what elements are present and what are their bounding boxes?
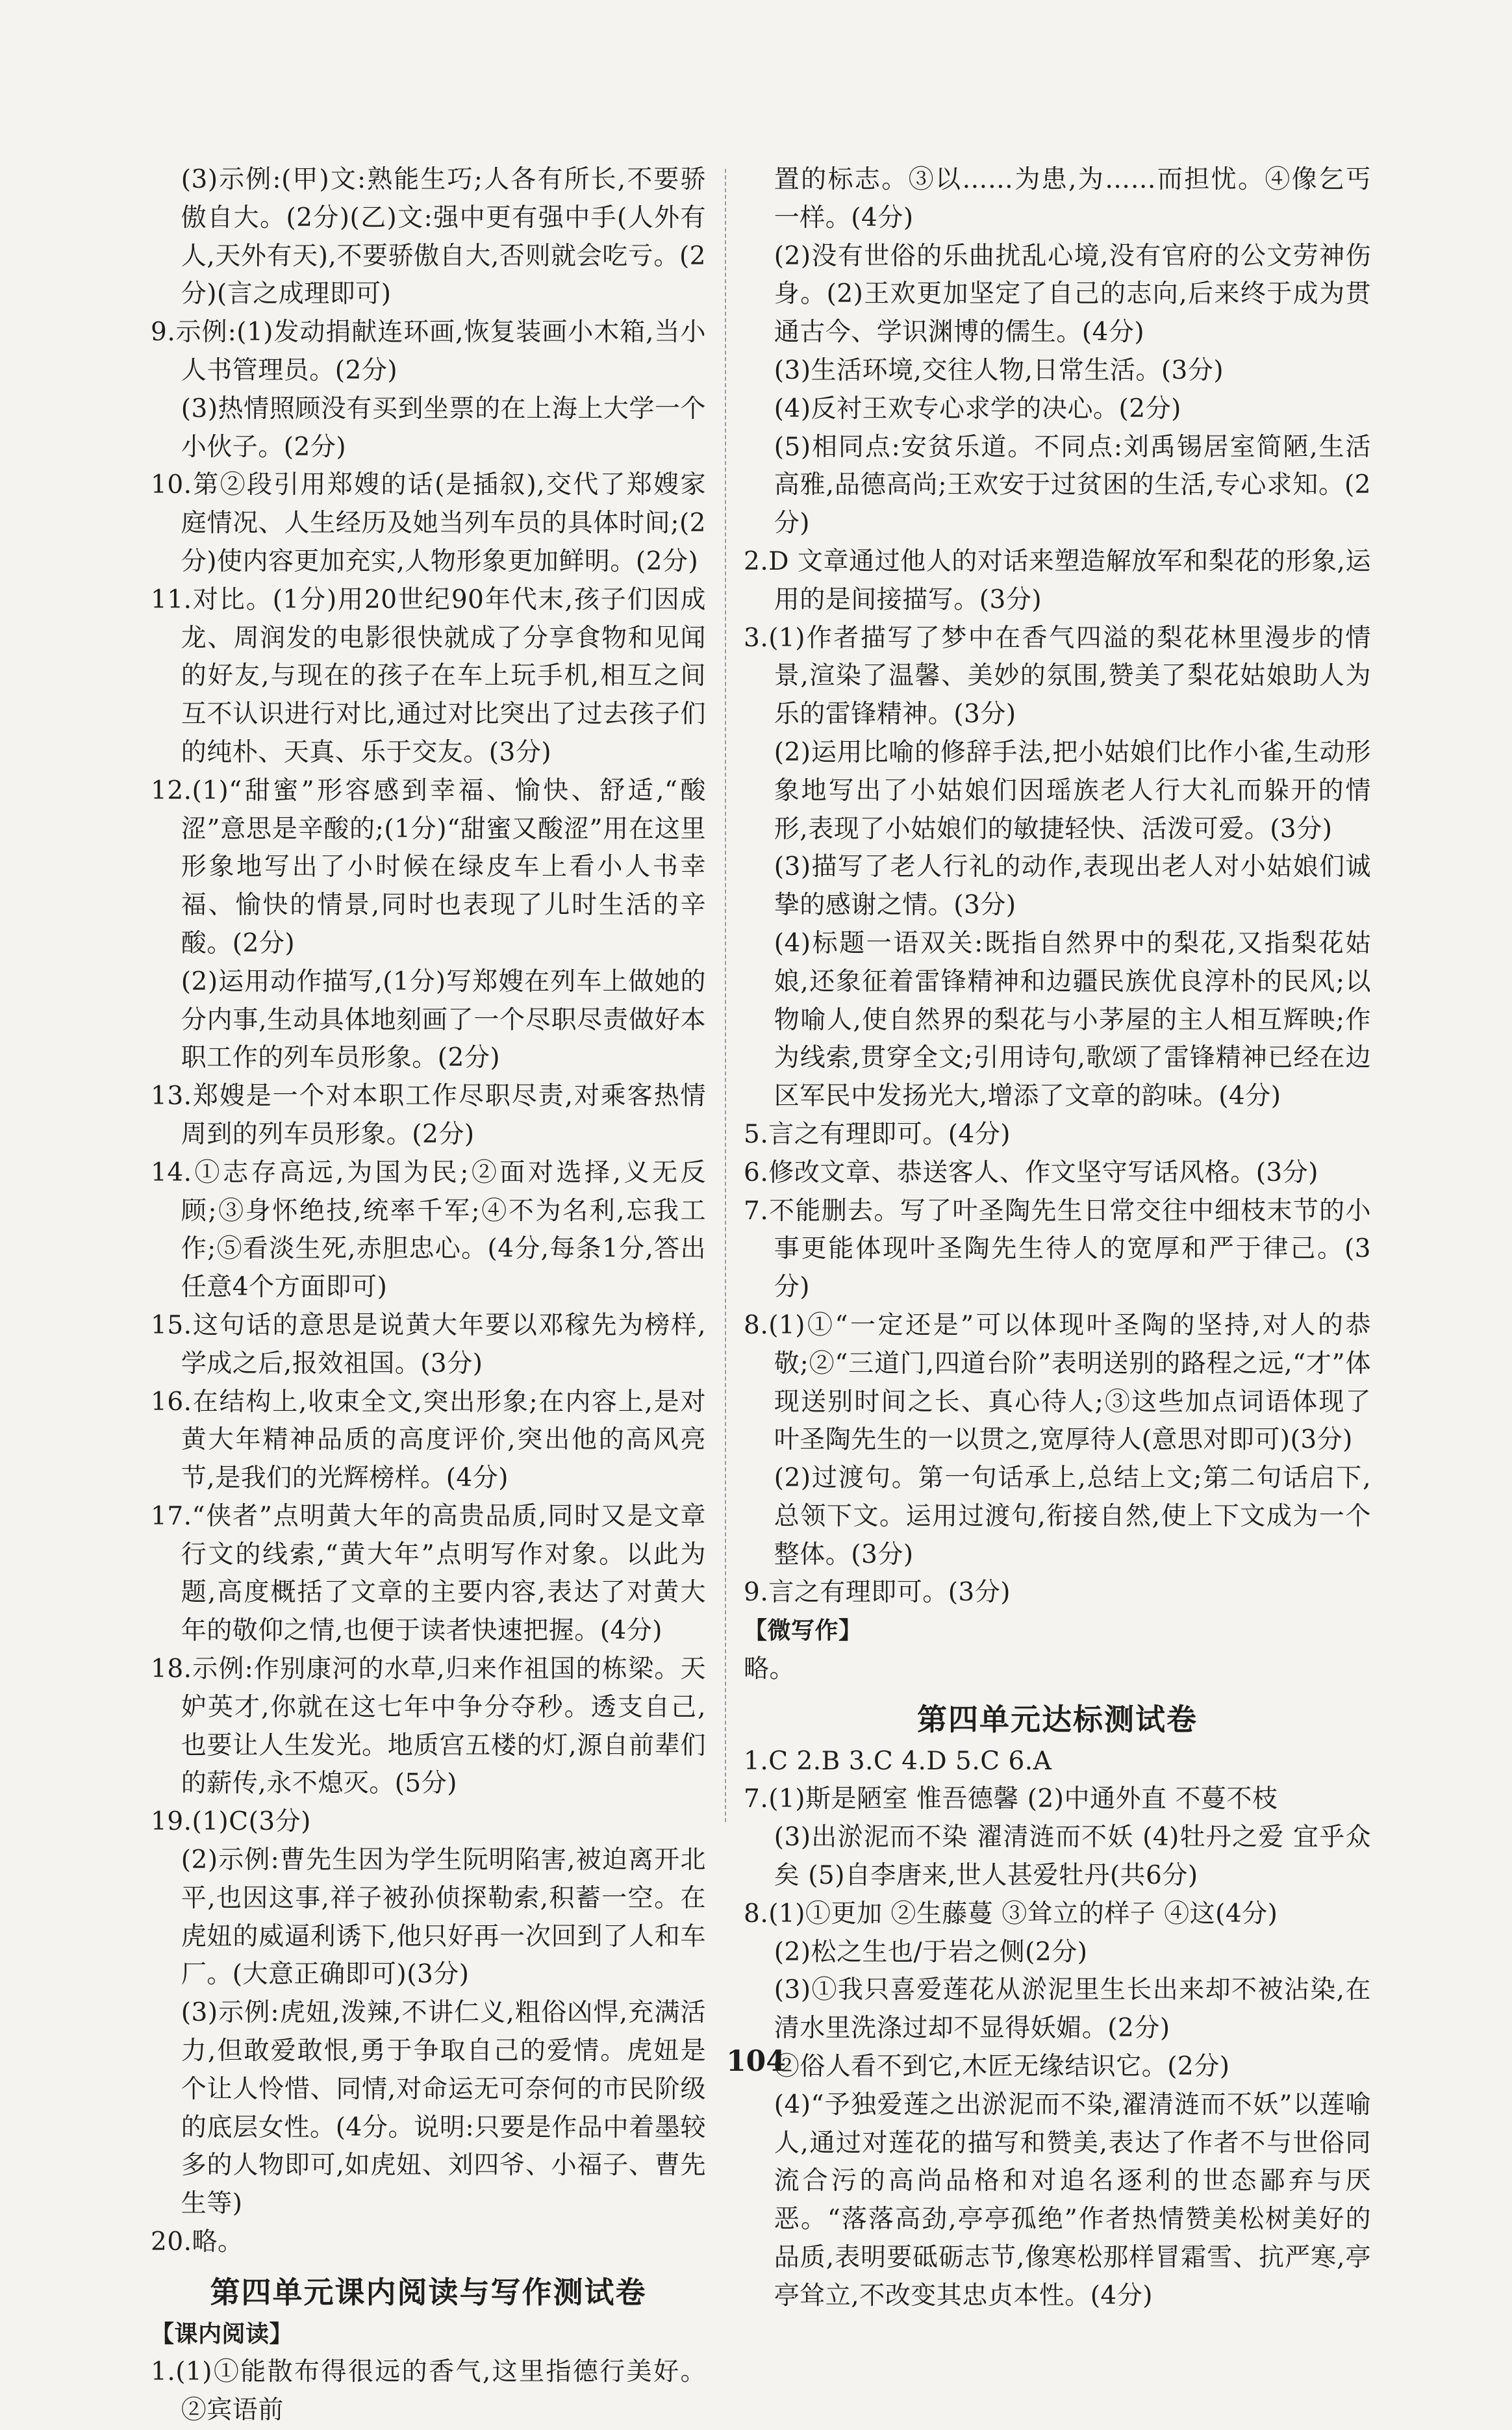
answer-item: (2)过渡句。第一句话承上,总结上文;第二句话启下,总领下文。运用过渡句,衔接自然,使上下文成为一个整体。(3分) (774, 1463, 1371, 1569)
section-tag: 【课内阅读】 (151, 2320, 294, 2348)
answer-item: 置的标志。③以……为患,为……而担忧。④像乞丐一样。(4分) (774, 165, 1371, 233)
answer-item: 2.D 文章通过他人的对话来塑造解放军和梨花的形象,运用的是间接描写。(3分) (744, 546, 1371, 614)
answer-item: 8.(1)①更加 ②生藤蔓 ③耸立的样子 ④这(4分) (744, 1899, 1278, 1929)
answer-item: 1.C 2.B 3.C 4.D 5.C 6.A (744, 1746, 1052, 1776)
answer-item: 19.(1)C(3分) (151, 1807, 311, 1837)
answer-item: 16.在结构上,收束全文,突出形象;在内容上,是对黄大年精神品质的高度评价,突出他的高风亮节,是我们的光辉榜样。(4分) (151, 1387, 706, 1493)
answer-item: (2)松之生也/于岩之侧(2分) (774, 1937, 1088, 1967)
section-tag: 【微写作】 (744, 1617, 863, 1645)
answer-item: 18.示例:作别康河的水草,归来作祖国的栋梁。天妒英才,你就在这七年中争分夺秒。透支自己,也要让人生发光。地质宫五楼的灯,源自前辈们的薪传,永不熄灭。(5分) (151, 1654, 706, 1799)
answer-item: (3)描写了老人行礼的动作,表现出老人对小姑娘们诚挚的感谢之情。(3分) (774, 852, 1371, 920)
answer-item: 10.第②段引用郑嫂的话(是插叙),交代了郑嫂家庭情况、人生经历及她当列车员的具体时间;(2分)使内容更加充实,人物形象更加鲜明。(2分) (151, 470, 706, 576)
section-heading: 第四单元达标测试卷 (917, 1701, 1198, 1737)
answer-item: 9.言之有理即可。(3分) (744, 1578, 1011, 1608)
right-column (744, 161, 1371, 2316)
answer-item: 20.略。 (151, 2227, 244, 2257)
page-number: 104 (726, 2045, 786, 2078)
answer-item: ②俗人看不到它,木匠无缘结识它。(2分) (774, 2052, 1230, 2082)
answer-item: (2)运用比喻的修辞手法,把小姑娘们比作小雀,生动形象地写出了小姑娘们因瑶族老人行大礼而躲开的情形,表现了小姑娘们的敏捷轻快、活泼可爱。(3分) (774, 737, 1371, 844)
answer-item: 1.(1)①能散布得很远的香气,这里指德行美好。②宾语前 (151, 2357, 706, 2425)
answer-item: (3)出淤泥而不染 濯清涟而不妖 (4)牡丹之爱 宜乎众矣 (5)自李唐来,世人甚爱牡丹(共6分) (774, 1823, 1371, 1891)
answer-item: 5.言之有理即可。(4分) (744, 1119, 1011, 1149)
answer-item: 9.示例:(1)发动捐献连环画,恢复装画小木箱,当小人书管理员。(2分) (151, 318, 706, 385)
answer-item: 6.修改文章、恭送客人、作文坚守写话风格。(3分) (744, 1158, 1318, 1187)
answer-item: (5)相同点:安贫乐道。不同点:刘禹锡居室简陋,生活高雅,品德高尚;王欢安于过贫困的生活,专心求知。(2分) (774, 432, 1371, 538)
answer-item: (2)没有世俗的乐曲扰乱心境,没有官府的公文劳神伤身。(2)王欢更加坚定了自己的志向,后来终于成为贯通古今、学识渊博的儒生。(4分) (774, 241, 1371, 348)
answer-item: (4)标题一语双关:既指自然界中的梨花,又指梨花姑娘,还象征着雷锋精神和边疆民族优良淳朴的民风;以物喻人,使自然界的梨花与小茅屋的主人相互辉映;作为线索,贯穿全文;引用诗句,歌颂了雷锋精神已经在边区军民中发扬光大,增添了文章的韵味。(4分) (774, 928, 1371, 1111)
answer-item: (3)示例:(甲)文:熟能生巧;人各有所长,不要骄傲自大。(2分)(乙)文:强中更有强中手(人外有人,天外有天),不要骄傲自大,否则就会吃亏。(2分)(言之成理即可) (181, 165, 706, 309)
answer-item: 11.对比。(1分)用20世纪90年代末,孩子们因成龙、周润发的电影很快就成了分享食物和见闻的好友,与现在的孩子在车上玩手机,相互之间互不认识进行对比,通过对比突出了过去孩子们的纯朴、天真、乐于交友。(3分) (151, 585, 706, 767)
answer-item: (3)①我只喜爱莲花从淤泥里生长出来却不被沾染,在清水里洗涤过却不显得妖媚。(2分) (774, 1975, 1371, 2044)
answer-item: 14.①志存高远,为国为民;②面对选择,义无反顾;③身怀绝技,统率千军;④不为名利,忘我工作;⑤看淡生死,赤胆忠心。(4分,每条1分,答出任意4个方面即可) (151, 1158, 706, 1302)
answer-item: (3)生活环境,交往人物,日常生活。(3分) (774, 355, 1224, 385)
answer-item: (4)“予独爱莲之出淤泥而不染,濯清涟而不妖”以莲喻人,通过对莲花的描写和赞美,表达了作者不与世俗同流合污的高尚品格和对追名逐利的世态鄙弃与厌恶。“落落高劲,亭亭孤绝”作者热情赞美松树美好的品质,表明要砥砺志节,像寒松那样冒霜雪、抗严寒,亭亭耸立,不改变其忠贞本性。(4分) (774, 2090, 1371, 2310)
answer-item: (2)运用动作描写,(1分)写郑嫂在列车上做她的分内事,生动具体地刻画了一个尽职尽责做好本职工作的列车员形象。(2分) (181, 967, 706, 1073)
left-column (151, 161, 706, 2430)
answer-item: (3)示例:虎妞,泼辣,不讲仁义,粗俗凶悍,充满活力,但敢爱敢恨,勇于争取自己的爱情。虎妞是个让人怜惜、同情,对命运无可奈何的市民阶级的底层女性。(4分。说明:只要是作品中着墨较多的人物即可,如虎妞、刘四爷、小福子、曹先生等) (181, 1998, 706, 2219)
answer-item: 17.“侠者”点明黄大年的高贵品质,同时又是文章行文的线索,“黄大年”点明写作对象。以此为题,高度概括了文章的主要内容,表达了对黄大年的敬仰之情,也便于读者快速把握。(4分) (151, 1501, 706, 1646)
answer-item: (4)反衬王欢专心求学的决心。(2分) (774, 394, 1181, 424)
answer-item: 7.不能删去。写了叶圣陶先生日常交往中细枝末节的小事更能体现叶圣陶先生待人的宽厚和严于律己。(3分) (744, 1196, 1371, 1302)
answer-item: (2)示例:曹先生因为学生阮明陷害,被迫离开北平,也因这事,祥子被孙侦探勒索,积蓄一空。在虎妞的威逼利诱下,他只好再一次回到了人和车厂。(大意正确即可)(3分) (181, 1845, 706, 1990)
answer-item: 3.(1)作者描写了梦中在香气四溢的梨花林里漫步的情景,渲染了温馨、美妙的氛围,赞美了梨花姑娘助人为乐的雷锋精神。(3分) (744, 623, 1371, 729)
answer-item: (3)热情照顾没有买到坐票的在上海上大学一个小伙子。(2分) (181, 394, 706, 462)
answer-item: 12.(1)“甜蜜”形容感到幸福、愉快、舒适,“酸涩”意思是辛酸的;(1分)“甜蜜又酸涩”用在这里形象地写出了小时候在绿皮车上看小人书幸福、愉快的情景,同时也表现了儿时生活的辛酸。(2分) (151, 776, 706, 958)
answer-item: 8.(1)①“一定还是”可以体现叶圣陶的坚持,对人的恭敬;②“三道门,四道台阶”表明送别的路程之远,“才”体现送别时间之长、真心待人;③这些加点词语体现了叶圣陶先生的一以贯之,宽厚待人(意思对即可)(3分) (744, 1310, 1371, 1455)
section-heading: 第四单元课内阅读与写作测试卷 (210, 2274, 647, 2310)
answer-item: 13.郑嫂是一个对本职工作尽职尽责,对乘客热情周到的列车员形象。(2分) (151, 1082, 706, 1149)
answer-item: 15.这句话的意思是说黄大年要以邓稼先为榜样,学成之后,报效祖国。(3分) (151, 1310, 706, 1378)
answer-item: 7.(1)斯是陋室 惟吾德馨 (2)中通外直 不蔓不枝 (744, 1784, 1278, 1814)
column-divider (725, 169, 726, 1822)
answer-item: 略。 (744, 1654, 796, 1684)
